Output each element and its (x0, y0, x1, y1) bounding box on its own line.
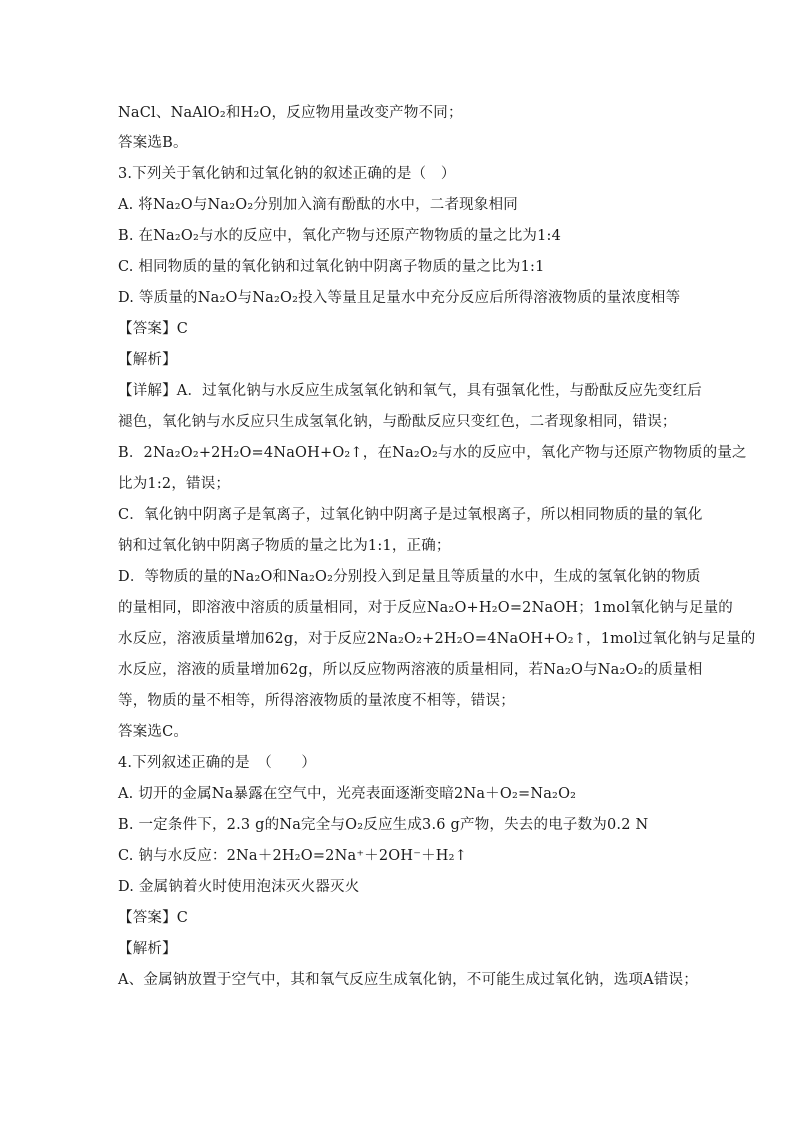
question-4-stem: 4.下列叙述正确的是 （ ） (118, 755, 317, 771)
explanation-line: 钠和过氧化钠中阴离子物质的量之比为1:1，正确； (118, 538, 451, 554)
text-line: NaCl、NaAlO₂和H₂O，反应物用量改变产物不同； (118, 105, 463, 121)
explanation-line: D．等物质的量的Na₂O和Na₂O₂分别投入到足量且等质量的水中，生成的氢氧化钠的物质 (118, 569, 701, 585)
option-c: C. 相同物质的量的氧化钠和过氧化钠中阴离子物质的量之比为1:1 (118, 259, 545, 275)
option-c: C. 钠与水反应：2Na＋2H₂O=2Na⁺＋2OH⁻＋H₂↑ (118, 848, 468, 864)
explanation-line: C．氧化钠中阴离子是氧离子，过氧化钠中阴离子是过氧根离子，所以相同物质的量的氧化 (118, 507, 703, 523)
explanation-line: 比为1:2，错误； (118, 476, 231, 492)
analysis-label: 【解析】 (118, 352, 177, 368)
explanation-line: 等，物质的量不相等，所得溶液物质的量浓度不相等，错误； (118, 693, 515, 709)
answer-label: 【答案】C (118, 321, 189, 337)
analysis-label: 【解析】 (118, 941, 177, 957)
option-b: B. 一定条件下，2.3 g的Na完全与O₂反应生成3.6 g产物，失去的电子数为0.2 N (118, 817, 649, 833)
explanation-line: 褪色，氧化钠与水反应只生成氢氧化钠，与酚酞反应只变红色，二者现象相同，错误； (118, 414, 677, 430)
option-d: D. 金属钠着火时使用泡沫灭火器灭火 (118, 879, 360, 895)
option-d: D. 等质量的Na₂O与Na₂O₂投入等量且足量水中充分反应后所得溶液物质的量浓度相等 (118, 290, 681, 306)
answer-line: 答案选B。 (118, 135, 188, 151)
option-b: B. 在Na₂O₂与水的反应中，氧化产物与还原产物物质的量之比为1:4 (118, 228, 562, 244)
explanation-line: 水反应，溶液质量增加62g，对于反应2Na₂O₂+2H₂O=4NaOH+O₂↑，1mol过氧化钠与足量的 (118, 631, 756, 647)
explanation-line: A、金属钠放置于空气中，其和氧气反应生成氧化钠，不可能生成过氧化钠，选项A错误； (118, 972, 698, 988)
answer-line: 答案选C。 (118, 724, 189, 740)
explanation-line: 【详解】A．过氧化钠与水反应生成氢氧化钠和氧气，具有强氧化性，与酚酞反应先变红后 (118, 383, 702, 399)
explanation-line: B．2Na₂O₂+2H₂O=4NaOH+O₂↑，在Na₂O₂与水的反应中，氧化产物与还原产物物质的量之 (118, 445, 747, 461)
explanation-line: 水反应，溶液的质量增加62g，所以反应物两溶液的质量相同，若Na₂O与Na₂O₂的质量相 (118, 662, 703, 678)
option-a: A. 将Na₂O与Na₂O₂分别加入滴有酚酞的水中，二者现象相同 (118, 197, 518, 213)
explanation-line: 的量相同，即溶液中溶质的质量相同，对于反应Na₂O+H₂O=2NaOH；1mol氧化钠与足量的 (118, 600, 734, 616)
question-3-stem: 3.下列关于氧化钠和过氧化钠的叙述正确的是（ ） (118, 166, 456, 182)
option-a: A. 切开的金属Na暴露在空气中，光亮表面逐渐变暗2Na＋O₂=Na₂O₂ (118, 786, 577, 802)
answer-label: 【答案】C (118, 910, 189, 926)
